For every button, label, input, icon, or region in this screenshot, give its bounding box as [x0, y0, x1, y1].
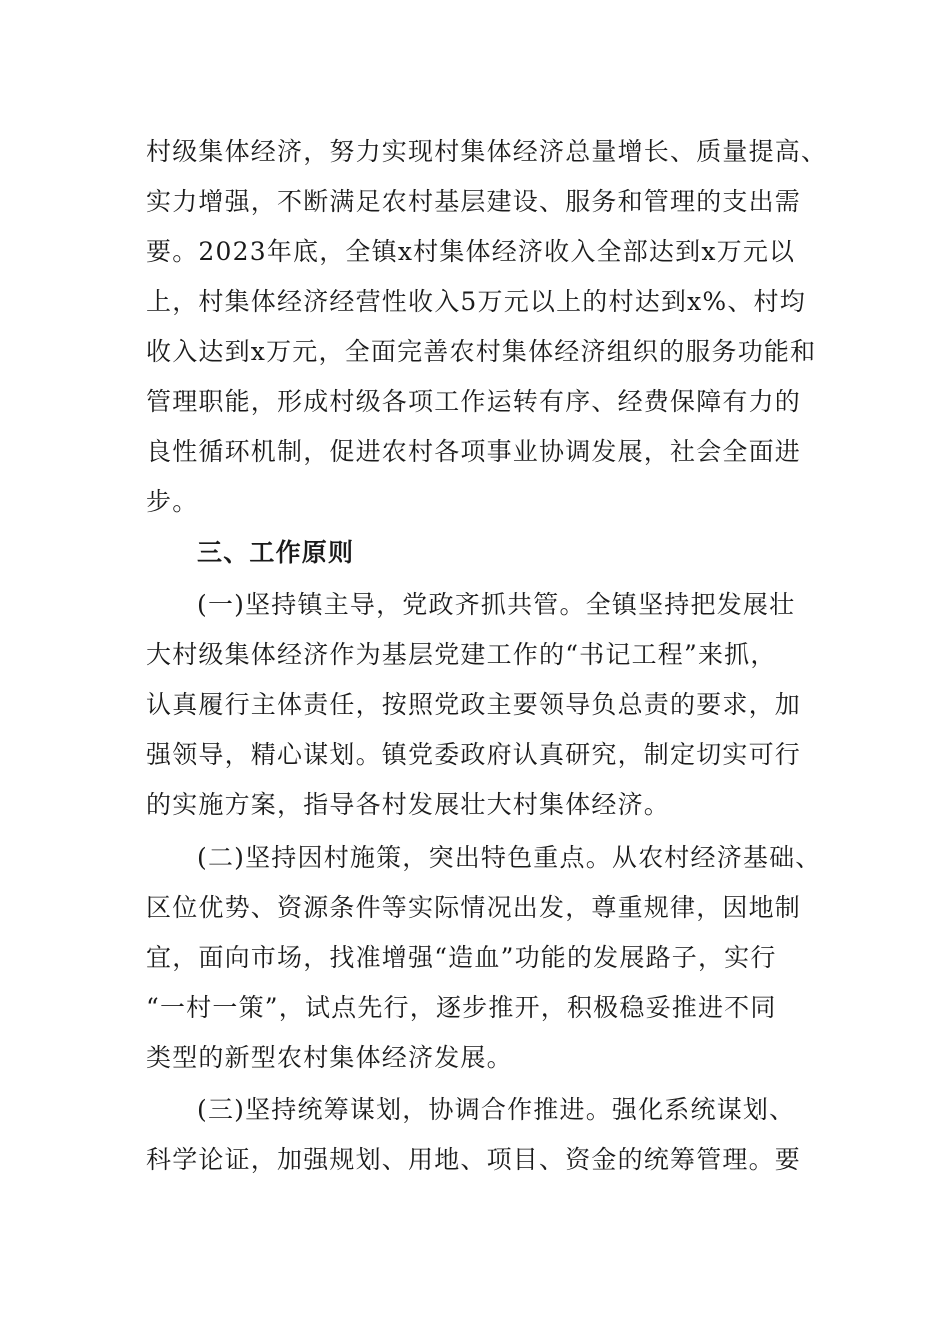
body-text-line: 上，村集体经济经营性收入5万元以上的村达到x%、村均	[146, 287, 806, 316]
body-text-line: “一村一策”，试点先行，逐步推开，积极稳妥推进不同	[146, 993, 777, 1022]
body-text-line: 强领导，精心谋划。镇党委政府认真研究，制定切实可行	[146, 740, 802, 769]
paragraph-first-line: (一)坚持镇主导，党政齐抓共管。全镇坚持把发展壮	[197, 590, 796, 619]
body-text-line: 类型的新型农村集体经济发展。	[146, 1043, 513, 1072]
paragraph-first-line: (二)坚持因村施策，突出特色重点。从农村经济基础、	[197, 843, 822, 872]
body-text-line: 管理职能，形成村级各项工作运转有序、经费保障有力的	[146, 387, 802, 416]
body-text-line: 要。2023年底，全镇x村集体经济收入全部达到x万元以	[146, 237, 796, 266]
body-text-line: 村级集体经济，努力实现村集体经济总量增长、质量提高、	[146, 137, 828, 166]
body-text-line: 宜，面向市场，找准增强“造血”功能的发展路子，实行	[146, 943, 777, 972]
body-text-line: 步。	[146, 487, 199, 516]
paragraph-first-line: (三)坚持统筹谋划，协调合作推进。强化系统谋划、	[197, 1095, 796, 1124]
body-text-line: 良性循环机制，促进农村各项事业协调发展，社会全面进	[146, 437, 802, 466]
body-text-line: 的实施方案，指导各村发展壮大村集体经济。	[146, 790, 671, 819]
body-text-line: 区位优势、资源条件等实际情况出发，尊重规律，因地制	[146, 893, 802, 922]
body-text-line: 实力增强，不断满足农村基层建设、服务和管理的支出需	[146, 187, 802, 216]
body-text-line: 大村级集体经济作为基层党建工作的“书记工程”来抓，	[146, 640, 777, 669]
body-text-line: 收入达到x万元，全面完善农村集体经济组织的服务功能和	[146, 337, 817, 366]
body-text-line: 认真履行主体责任，按照党政主要领导负总责的要求，加	[146, 690, 802, 719]
body-text-line: 科学论证，加强规划、用地、项目、资金的统筹管理。要	[146, 1145, 802, 1174]
section-heading: 三、工作原则	[197, 538, 355, 567]
